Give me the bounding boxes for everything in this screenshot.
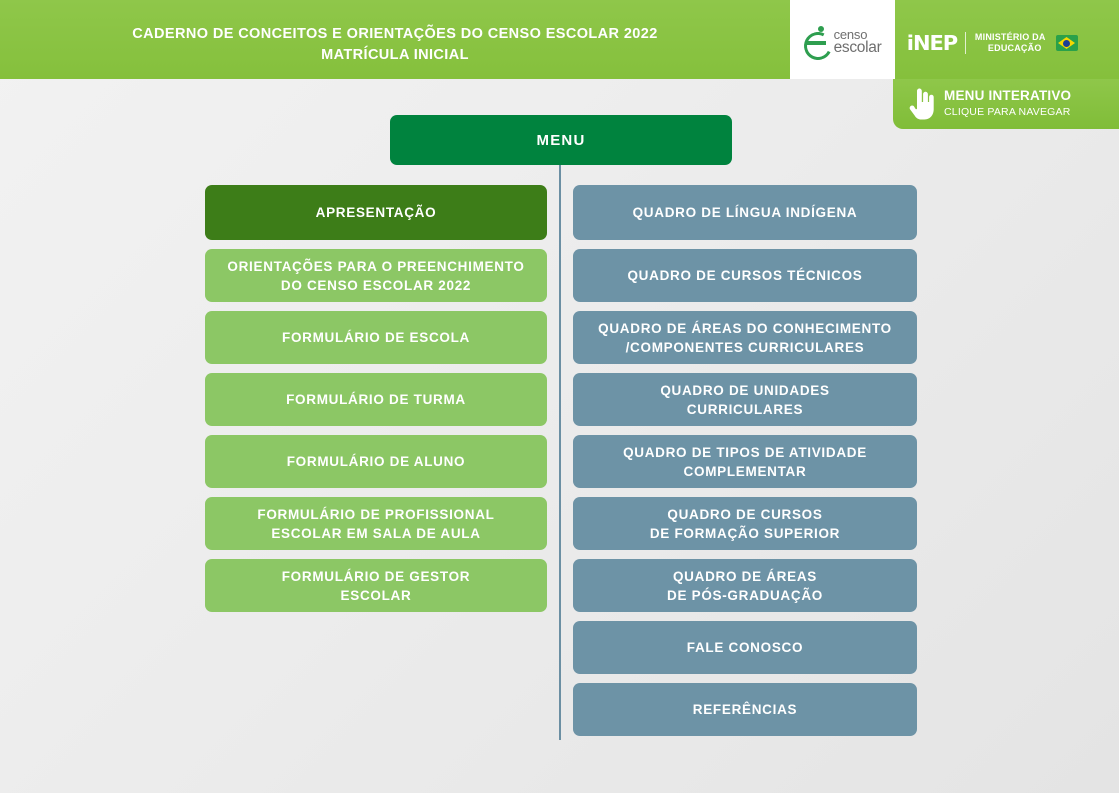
menu-item-left-2[interactable]: [205, 249, 547, 302]
column-divider: [559, 165, 561, 740]
branding-divider: [965, 32, 966, 54]
menu-item-right-3[interactable]: [573, 311, 917, 364]
menu-item-right-6[interactable]: [573, 497, 917, 550]
menu-item-left-6-line-1: FORMULÁRIO DE PROFISSIONAL: [257, 506, 495, 522]
interactive-menu-tab[interactable]: [893, 79, 1119, 129]
menu-item-right-8-line-1: FALE CONOSCO: [686, 640, 804, 655]
menu-item-left-2-line-1: ORIENTAÇÕES PARA O PREENCHIMENTO: [227, 258, 525, 274]
menu-item-right-2[interactable]: [573, 249, 917, 302]
menu-item-right-4-line-1: QUADRO DE UNIDADES: [660, 382, 830, 398]
ministry-label: [975, 32, 1046, 54]
menu-item-right-7-line-2: DE PÓS-GRADUAÇÃO: [667, 587, 823, 603]
menu-item-left-4-line-1: FORMULÁRIO DE TURMA: [286, 392, 466, 407]
censo-escolar-logo: [790, 19, 895, 63]
menu-item-right-9[interactable]: [573, 683, 917, 736]
hand-pointer-icon: [905, 88, 935, 120]
menu-item-left-5[interactable]: [205, 435, 547, 488]
brazil-flag-icon: [1056, 35, 1078, 51]
page-title-line2: MATRÍCULA INICIAL: [321, 47, 469, 63]
menu-item-right-3-line-2: /COMPONENTES CURRICULARES: [625, 339, 865, 355]
menu-item-left-3-line-1: FORMULÁRIO DE ESCOLA: [282, 330, 470, 345]
inep-logo: iNEP: [906, 31, 958, 55]
page-title: [0, 24, 790, 66]
page-title-line1: CADERNO DE CONCEITOS E ORIENTAÇÕES DO CENSO ESCOLAR 2022: [132, 26, 658, 42]
menu-item-right-5-line-1: QUADRO DE TIPOS DE ATIVIDADE: [623, 444, 867, 460]
menu-item-left-5-line-1: FORMULÁRIO DE ALUNO: [286, 454, 466, 469]
menu-item-left-2-line-2: DO CENSO ESCOLAR 2022: [280, 277, 472, 293]
menu-item-left-1[interactable]: [205, 185, 547, 240]
government-branding: [908, 31, 1078, 55]
menu-item-right-4-line-2: CURRICULARES: [686, 401, 804, 417]
menu-item-left-7-line-1: FORMULÁRIO DE GESTOR: [281, 568, 471, 584]
menu-item-left-7[interactable]: [205, 559, 547, 612]
menu-item-right-7[interactable]: [573, 559, 917, 612]
menu-item-right-8[interactable]: [573, 621, 917, 674]
menu-item-left-6-line-2: ESCOLAR EM SALA DE AULA: [271, 525, 481, 541]
menu-item-right-1[interactable]: [573, 185, 917, 240]
menu-item-right-4[interactable]: [573, 373, 917, 426]
censo-logo-line2: escolar: [833, 39, 882, 56]
menu-item-left-3[interactable]: [205, 311, 547, 364]
left-menu-column: [205, 185, 547, 621]
ministry-label-line2: EDUCAÇÃO: [987, 43, 1042, 53]
menu-item-right-3-line-1: QUADRO DE ÁREAS DO CONHECIMENTO: [598, 320, 892, 336]
menu-item-left-4[interactable]: [205, 373, 547, 426]
menu-item-right-6-line-1: QUADRO DE CURSOS: [667, 506, 823, 522]
menu-item-right-2-line-1: QUADRO DE CURSOS TÉCNICOS: [627, 268, 863, 283]
menu-item-right-6-line-2: DE FORMAÇÃO SUPERIOR: [649, 525, 841, 541]
censo-logo-line1: censo: [833, 27, 868, 42]
menu-item-right-5[interactable]: [573, 435, 917, 488]
menu-item-right-5-line-2: COMPLEMENTAR: [683, 463, 807, 479]
menu-item-left-6[interactable]: [205, 497, 547, 550]
interactive-menu-subtitle: CLIQUE PARA NAVEGAR: [944, 106, 1071, 118]
menu-item-left-7-line-2: ESCOLAR: [340, 587, 412, 603]
menu-button[interactable]: MENU: [390, 115, 732, 165]
menu-item-right-9-line-1: REFERÊNCIAS: [692, 702, 798, 717]
censo-mark-icon: [804, 26, 830, 56]
right-menu-column: [573, 185, 917, 745]
interactive-menu-title: MENU INTERATIVO: [944, 88, 1072, 103]
ministry-label-line1: MINISTÉRIO DA: [974, 32, 1046, 42]
menu-item-right-7-line-1: QUADRO DE ÁREAS: [672, 568, 817, 584]
menu-item-left-1-line-1: APRESENTAÇÃO: [315, 205, 437, 220]
menu-item-right-1-line-1: QUADRO DE LÍNGUA INDÍGENA: [632, 205, 858, 220]
